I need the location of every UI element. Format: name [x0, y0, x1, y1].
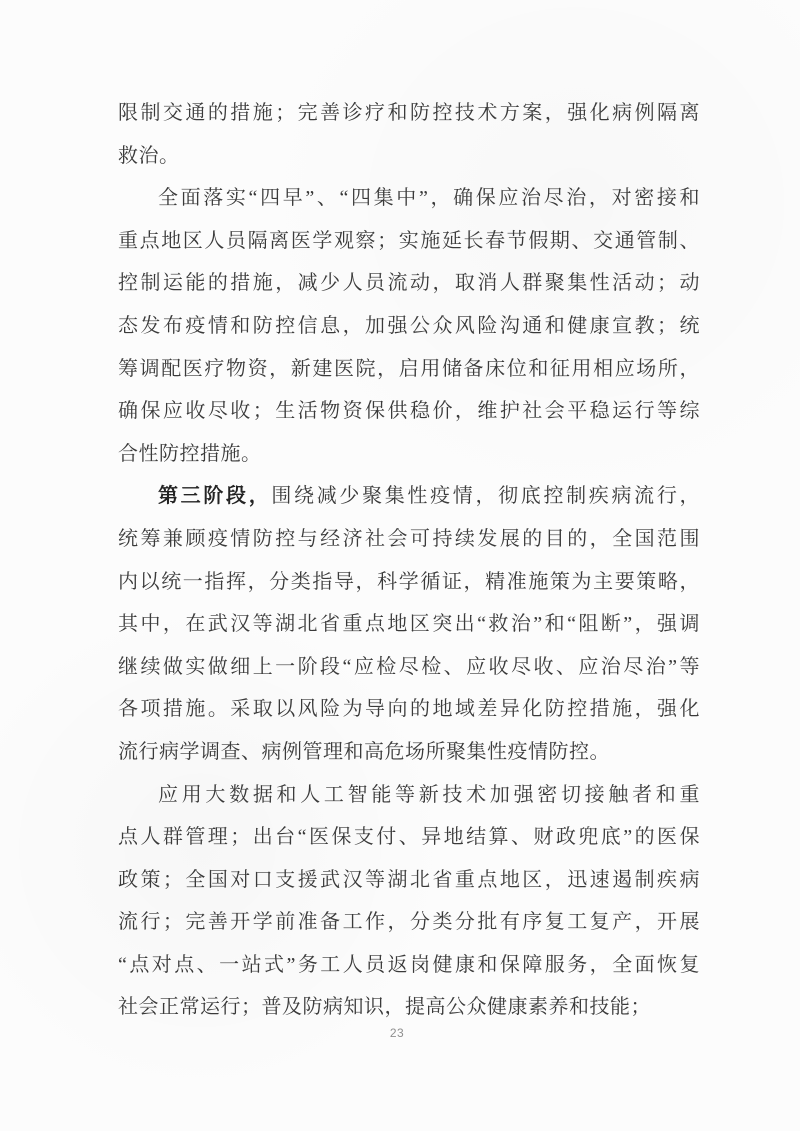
text-line: 社会正常运行；普及防病知识，提高公众健康素养和技能；: [118, 996, 651, 1019]
paragraph-continuation: [118, 92, 700, 177]
text-line: 控制运能的措施，减少人员流动，取消人群聚集性活动；动: [118, 272, 700, 295]
text-line: 流行病学调查、病例管理和高危场所聚集性疫情防控。: [118, 740, 610, 763]
phase3-heading: 第三阶段，: [158, 485, 272, 508]
paragraph-phase2-measures: [118, 177, 700, 475]
paragraph-phase3-tech: [118, 774, 700, 1030]
text-line: 救治。: [118, 144, 180, 167]
text-line: 政策；全国对口支援武汉等湖北省重点地区，迅速遏制疾病: [118, 868, 700, 891]
text-line: 态发布疫情和防控信息，加强公众风险沟通和健康宣教；统: [118, 314, 700, 337]
text-line: 其中，在武汉等湖北省重点地区突出“救治”和“阻断”，强调: [118, 613, 700, 636]
text-line: “点对点、一站式”务工人员返岗健康和保障服务，全面恢复: [118, 953, 700, 976]
text-line: 限制交通的措施；完善诊疗和防控技术方案，强化病例隔离: [118, 102, 700, 124]
text-run: 围绕减少聚集性疫情，彻底控制疾病流行，: [271, 485, 700, 508]
text-line: 筹调配医疗物资，新建医院，启用储备床位和征用相应场所，: [118, 357, 700, 380]
text-line: 重点地区人员隔离医学观察；实施延长春节假期、交通管制、: [118, 229, 700, 252]
text-line: 流行；完善开学前准备工作，分类分批有序复工复产，开展: [118, 911, 700, 934]
document-text: [118, 92, 700, 1029]
text-line: 点人群管理；出台“医保支付、异地结算、财政兜底”的医保: [118, 826, 700, 849]
text-line: 合性防控措施。: [118, 442, 262, 465]
text-line: 全面落实“四早”、“四集中”，确保应治尽治，对密接和: [158, 187, 700, 210]
text-line: 各项措施。采取以风险为导向的地域差异化防控措施，强化: [118, 698, 700, 721]
text-line: 内以统一指挥，分类指导，科学循证，精准施策为主要策略，: [118, 570, 700, 593]
text-line: [118, 475, 700, 518]
text-line: 继续做实做细上一阶段“应检尽检、应收尽收、应治尽治”等: [118, 655, 700, 678]
text-line: 统筹兼顾疫情防控与经济社会可持续发展的目的，全国范围: [118, 527, 700, 550]
text-line: 确保应收尽收；生活物资保供稳价，维护社会平稳运行等综: [118, 400, 700, 423]
text-line: 应用大数据和人工智能等新技术加强密切接触者和重: [158, 783, 700, 806]
page-number: 23: [389, 1026, 405, 1040]
paragraph-phase3: [118, 475, 700, 773]
page-footer: [0, 1026, 794, 1040]
